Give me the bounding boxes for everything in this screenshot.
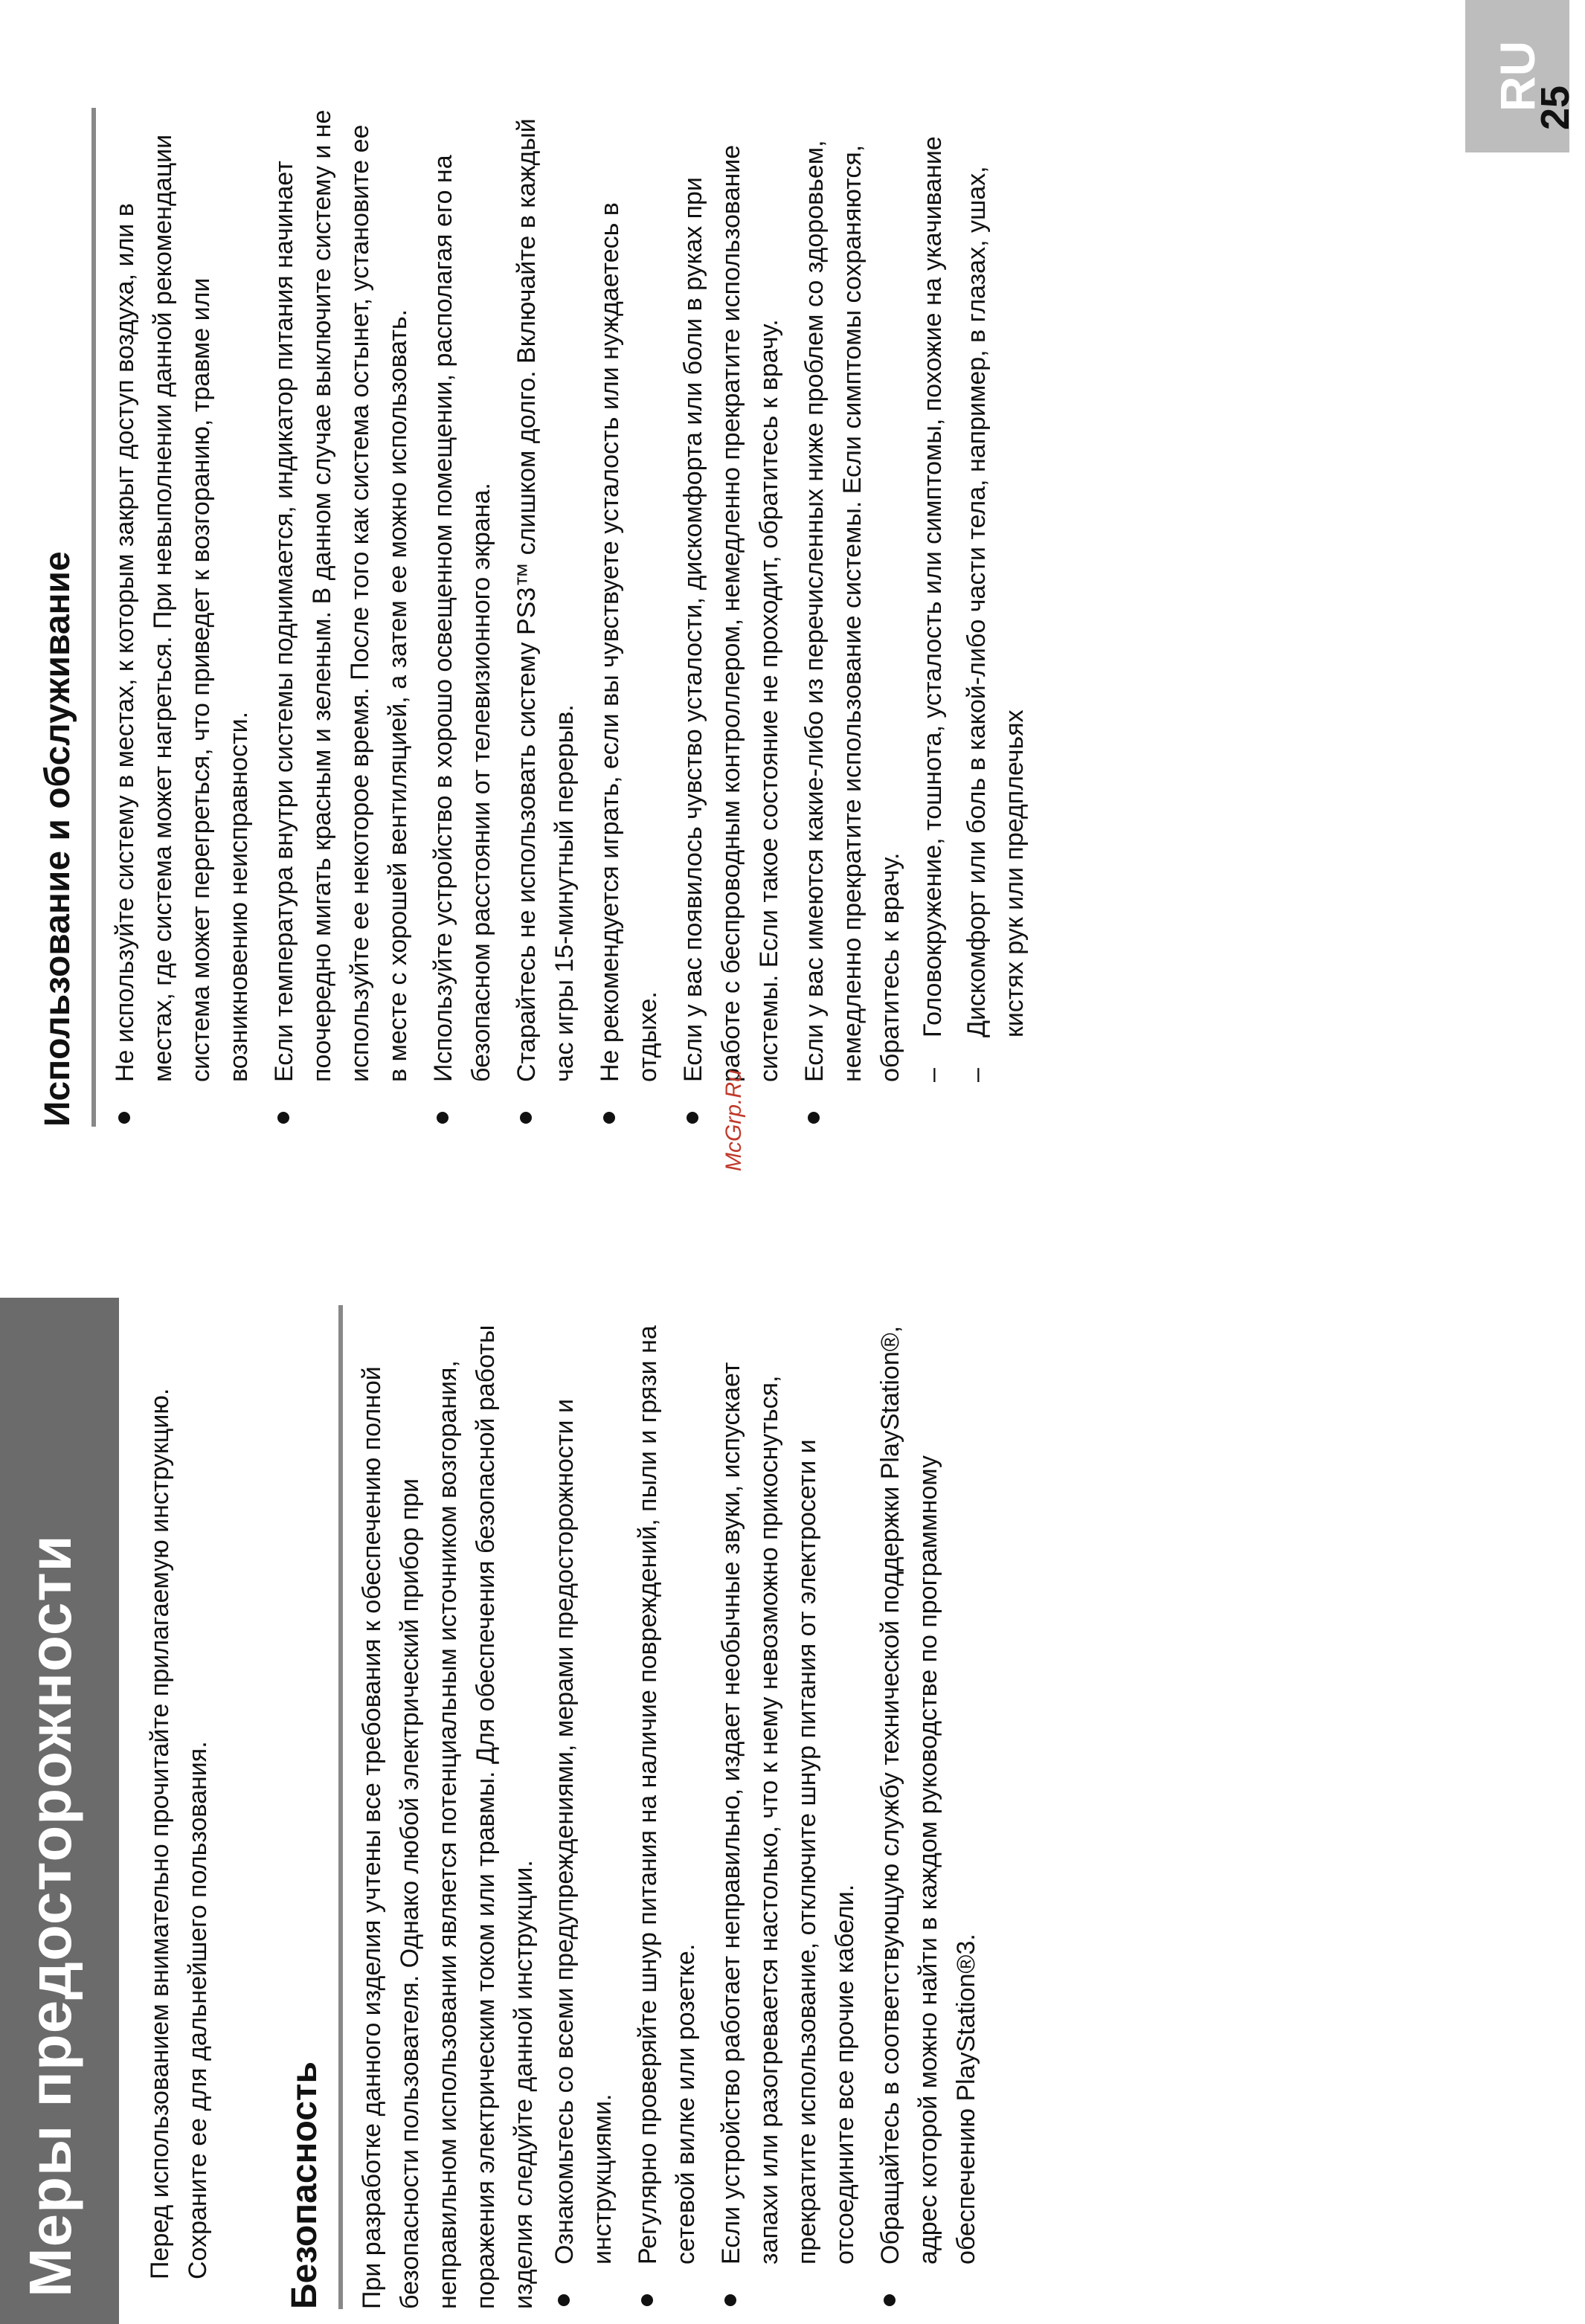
- list-item-text: Регулярно проверяйте шнур питания на наличие повреждений, пыли и грязи на сетевой вилке или розетке.: [634, 1325, 700, 2265]
- bullet-icon: [641, 2294, 653, 2306]
- list-item-text: Если температура внутри системы поднимается, индикатор питания начинает поочередно мигать красным и зеленым. В данном случае выключите систему и не используйте ее некоторое время. После того как система остынет, установите ее в месте с хорошей вентиляцией, а затем ее можно использовать.: [270, 109, 412, 1082]
- bullet-icon: [558, 2294, 570, 2306]
- bullet-icon: [724, 2294, 736, 2306]
- bullet-icon: [884, 2294, 896, 2306]
- dash-marker: –: [919, 1068, 947, 1082]
- usage-list: [106, 108, 1034, 1127]
- list-item-text: Ознакомьтесь со всеми предупреждениями, мерами предосторожности и инструкциями.: [550, 1399, 617, 2265]
- bullet-icon: [687, 1112, 698, 1124]
- list-item: [106, 108, 258, 1127]
- list-item-text: Если у вас имеются какие-либо из перечисленных ниже проблем со здоровьем, немедленно прекратите использование системы. Если симптомы сохраняются, обратитесь к врачу.: [800, 140, 904, 1082]
- usage-heading: Использование и обслуживание: [37, 108, 96, 1127]
- list-item-text: Обращайтесь в соответствующую службу технической поддержки PlayStation®, адрес которой можно найти в каждом руководстве по программному обеспечению PlayStation®3.: [876, 1325, 980, 2265]
- bullet-icon: [118, 1112, 130, 1124]
- list-item-text: Используйте устройство в хорошо освещенном помещении, располагая его на безопасном расстоянии от телевизионного экрана.: [429, 155, 495, 1082]
- title-bar: [0, 1298, 119, 2324]
- safety-heading: Безопасность: [284, 1305, 343, 2309]
- list-item: [796, 108, 1034, 1127]
- list-item: [629, 1305, 705, 2309]
- left-column: [141, 1305, 993, 2309]
- safety-paragraph: При разработке данного изделия учтены все требования к обеспечению полной безопасности пользователя. Однако любой электрический прибор при неправильном использовании является потенциальным источником возгорания, поражения электрическим током или травмы. Для обеспечения безопасной работы изделия следуйте данной инструкции.: [358, 1324, 538, 2309]
- intro-paragraph: Перед использованием внимательно прочитайте прилагаемую инструкцию. Сохраните ее для дальнейшего пользования.: [146, 1388, 212, 2279]
- list-item: [266, 108, 417, 1127]
- sub-list-item: [914, 108, 952, 1082]
- list-item: [872, 1305, 986, 2309]
- list-item-text: Старайтесь не использовать систему PS3™ слишком долго. Включайте в каждый час игры 15-минутный перерыв.: [512, 118, 579, 1082]
- bullet-icon: [603, 1112, 615, 1124]
- list-item: [508, 108, 584, 1127]
- sub-list-item-text: Дискомфорт или боль в какой-либо части тела, например, в глазах, ушах, кистях рук или предплечьях: [962, 166, 1029, 1037]
- watermark: McGrp.Ru: [721, 1069, 746, 1171]
- list-item: [425, 108, 501, 1127]
- language-tab-label: RU: [1490, 40, 1545, 112]
- list-item: [546, 1305, 622, 2309]
- safety-list: [546, 1305, 986, 2309]
- list-item-text: Если у вас появилось чувство усталости, дискомфорта или боли в руках при работе с беспроводным контроллером, немедленно прекратите использование системы. Если такое состояние не проходит, обратитесь к врачу.: [679, 144, 783, 1082]
- bullet-icon: [808, 1112, 820, 1124]
- page-title: Меры предосторожности: [17, 1534, 83, 2297]
- list-item: [713, 1305, 864, 2309]
- sub-list-item-text: Головокружение, тошнота, усталость или симптомы, похожие на укачивание: [919, 136, 947, 1037]
- bullet-icon: [520, 1112, 532, 1124]
- right-column: [37, 108, 1041, 1127]
- bullet-icon: [437, 1112, 449, 1124]
- list-item: [591, 108, 667, 1127]
- list-item: [675, 108, 788, 1127]
- dash-marker: –: [962, 1068, 991, 1082]
- symptom-sublist: [914, 108, 1034, 1082]
- bullet-icon: [277, 1112, 289, 1124]
- sub-list-item: [958, 108, 1034, 1082]
- list-item-text: Если устройство работает неправильно, издает необычные звуки, испускает запахи или разогревается настолько, что к нему невозможно прикоснуться, прекратите использование, отключите шнур питания от электросети и отсоедините все прочие кабели.: [717, 1362, 859, 2265]
- list-item-text: Не рекомендуется играть, если вы чувствуете усталость или нуждаетесь в отдыхе.: [596, 202, 662, 1082]
- page-number: 25: [1533, 85, 1578, 130]
- list-item-text: Не используйте систему в местах, к которым закрыт доступ воздуха, или в местах, где система может нагреться. При невыполнении данной рекомендации система может перегреться, что приведет к возгоранию, травме или возникновению неисправности.: [111, 134, 253, 1082]
